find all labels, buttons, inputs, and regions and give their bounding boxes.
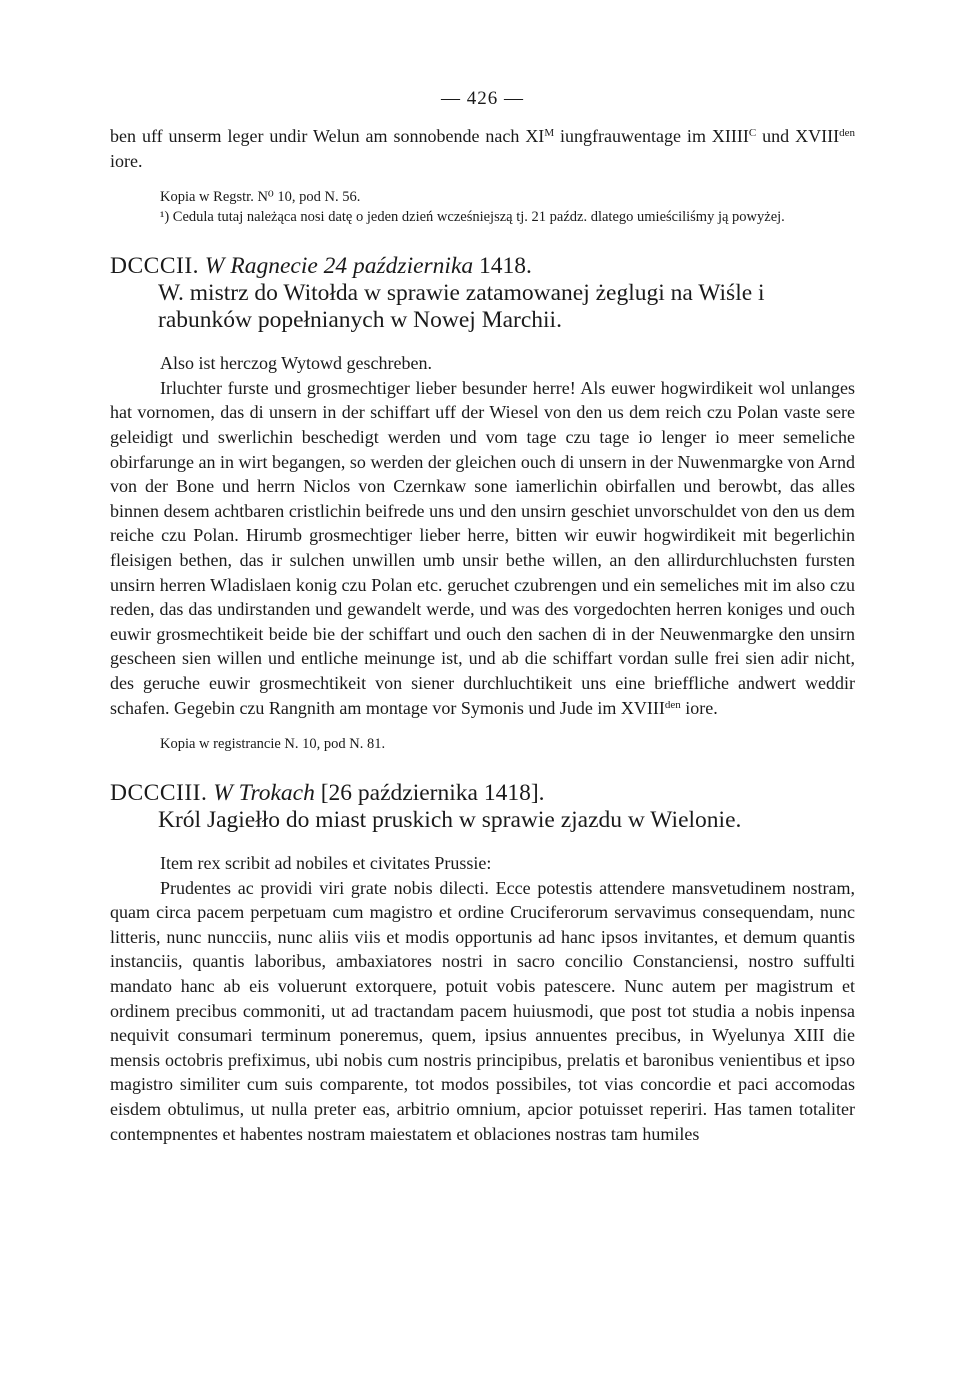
copy-reference: Kopia w registrancie N. 10, pod N. 81.: [160, 736, 386, 753]
carryover-text: ben uff unserm leger undir Welun am sonnobende nach XI: [110, 126, 545, 146]
carryover-text: und XVIII: [756, 126, 840, 146]
year: 1418.: [479, 253, 532, 280]
carryover-paragraph: [110, 124, 855, 173]
superscript: M: [544, 127, 555, 139]
document-heading-803: [110, 780, 855, 834]
letter-opening: Item rex scribit ad nobiles et civitates Prussie:: [160, 853, 492, 874]
letter-text: Irluchter furste und grosmechtiger lieber besunder herre! Als euwer hogwirdikeit wol unlanges hat vornomen, das di unsern in der schiffart uff der Wiesel von den us dem reich czu Polan vaste sere geleidigt und swerlichin beschedigt werden und vom tage czu tage io lenger io meer semeliche obirfarunge an in wirt begangen, so werden der gleichen ouch di unsern in der Nuwenmargke von Arnd von der Bone und herrn Niclos von Czernkaw sone iamerlichin obirfallen und berowbt, das alles binnen desem achtbaren cristlichin beifrede uns und den unsirn geschiet unvorschuldet von den us dem reiche czu Polan. Hirumb grosmechtiger lieber herre, bitten wir euwir hogwirdikeit mit begerlichin fleisigen bethen, das ir sulchen unwillen umb unsir bethe willen, an den allirdurchluchsten fursten unsirn herren Wladislaen konig czu Polan etc. geruchet czubrengen und ein semeliches mit im also czu reden, das das undirstanden und gewandelt werde, und was des vorgedochten herren koniges und ouch euwir grosmechtikeit beide bie der schiffart und ouch den sachen di in der Neuwenmargke den unsirn gescheen sien willen und entliche meinunge ist, und ab die schiffart vordan sulle frei sien adir nicht, des geruche euwir grosmechtikeit von siener durchluchtikeit uns eine brieffliche andwert weddir schafen. Gegebin czu Rangnith am montage vor Symonis und Jude im $XVIII^{den}$ iore.: [110, 377, 855, 718]
place-date: W Ragnecie 24 października: [204, 253, 474, 280]
copy-reference: Kopia w Regstr. N⁰ 10, pod N. 56.: [160, 189, 361, 206]
carryover-text: iungfrauwentage im XIIII: [554, 126, 749, 146]
place-date: W Trokach: [213, 780, 315, 807]
superscript: C: [748, 127, 757, 139]
document-heading-802: [110, 253, 855, 334]
letter-opening: Also ist herczog Wytowd geschreben.: [160, 353, 433, 374]
letter-body-803: [110, 851, 855, 1146]
document-subtitle: Król Jagiełło do miast pruskich w sprawie zjazdu w Wielonie.: [158, 807, 742, 834]
document-page: [110, 88, 855, 1146]
carryover-text: iore.: [110, 150, 143, 171]
letter-body-802: [110, 351, 855, 720]
page-number: — 426 —: [441, 88, 524, 109]
document-number: DCCCIII.: [110, 780, 208, 807]
date: [26 października 1418].: [320, 780, 545, 807]
letter-text: Prudentes ac providi viri grate nobis dilecti. Ecce potestis attendere mansvetudinem nostram, quam circa pacem perpetuam cum magistro et ordine Cruciferorum servavimus consequendam, nunc litteris, nunc nuncciis, nunc aliis viis et modis opportunis ad hanc ipsos invitantes, et demum quantis instanciis, quantis laboribus, ambaxiatores nostri in sacro concilio Constanciensi, nostro suffulti mandato hanc ab eis voluerunt extorquere, potuit vobis patescere. Nunc autem per magistrum et ordinem precibus commoniti, ut ad tractandam pacem huiusmodi, que post tot studia a nobis inpensa nequivit consumari terminum poneremus, quem, ipsius annuentes precibus, in Wyelunya XIII die mensis octobris prefiximus, ubi nobis cum nostris principibus, prelatis et baronibus venientibus et ipso magistro similiter cum suis comparente, tot modos possibiles, tot vias concordie et paci accomodas eisdem obtulimus, ut nulla preter eas, arbitrio omnium, apcior potuisset reperiri. Has tamen totaliter contempnentes et habentes nostram maiestatem et oblaciones nostras tam humiles: [110, 877, 855, 1144]
footnote: ¹) Cedula tutaj należąca nosi datę o jeden dzień wcześniejszą tj. 21 paźdz. dlatego umieściliśmy ją powyżej.: [160, 209, 785, 226]
superscript: den: [664, 698, 681, 711]
document-number: DCCCII.: [110, 253, 200, 280]
superscript: den: [839, 127, 855, 139]
document-subtitle: W. mistrz do Witołda w sprawie zatamowanej żeglugi na Wiśle i rabunków popełnianych w Nowej Marchii.: [158, 280, 765, 334]
